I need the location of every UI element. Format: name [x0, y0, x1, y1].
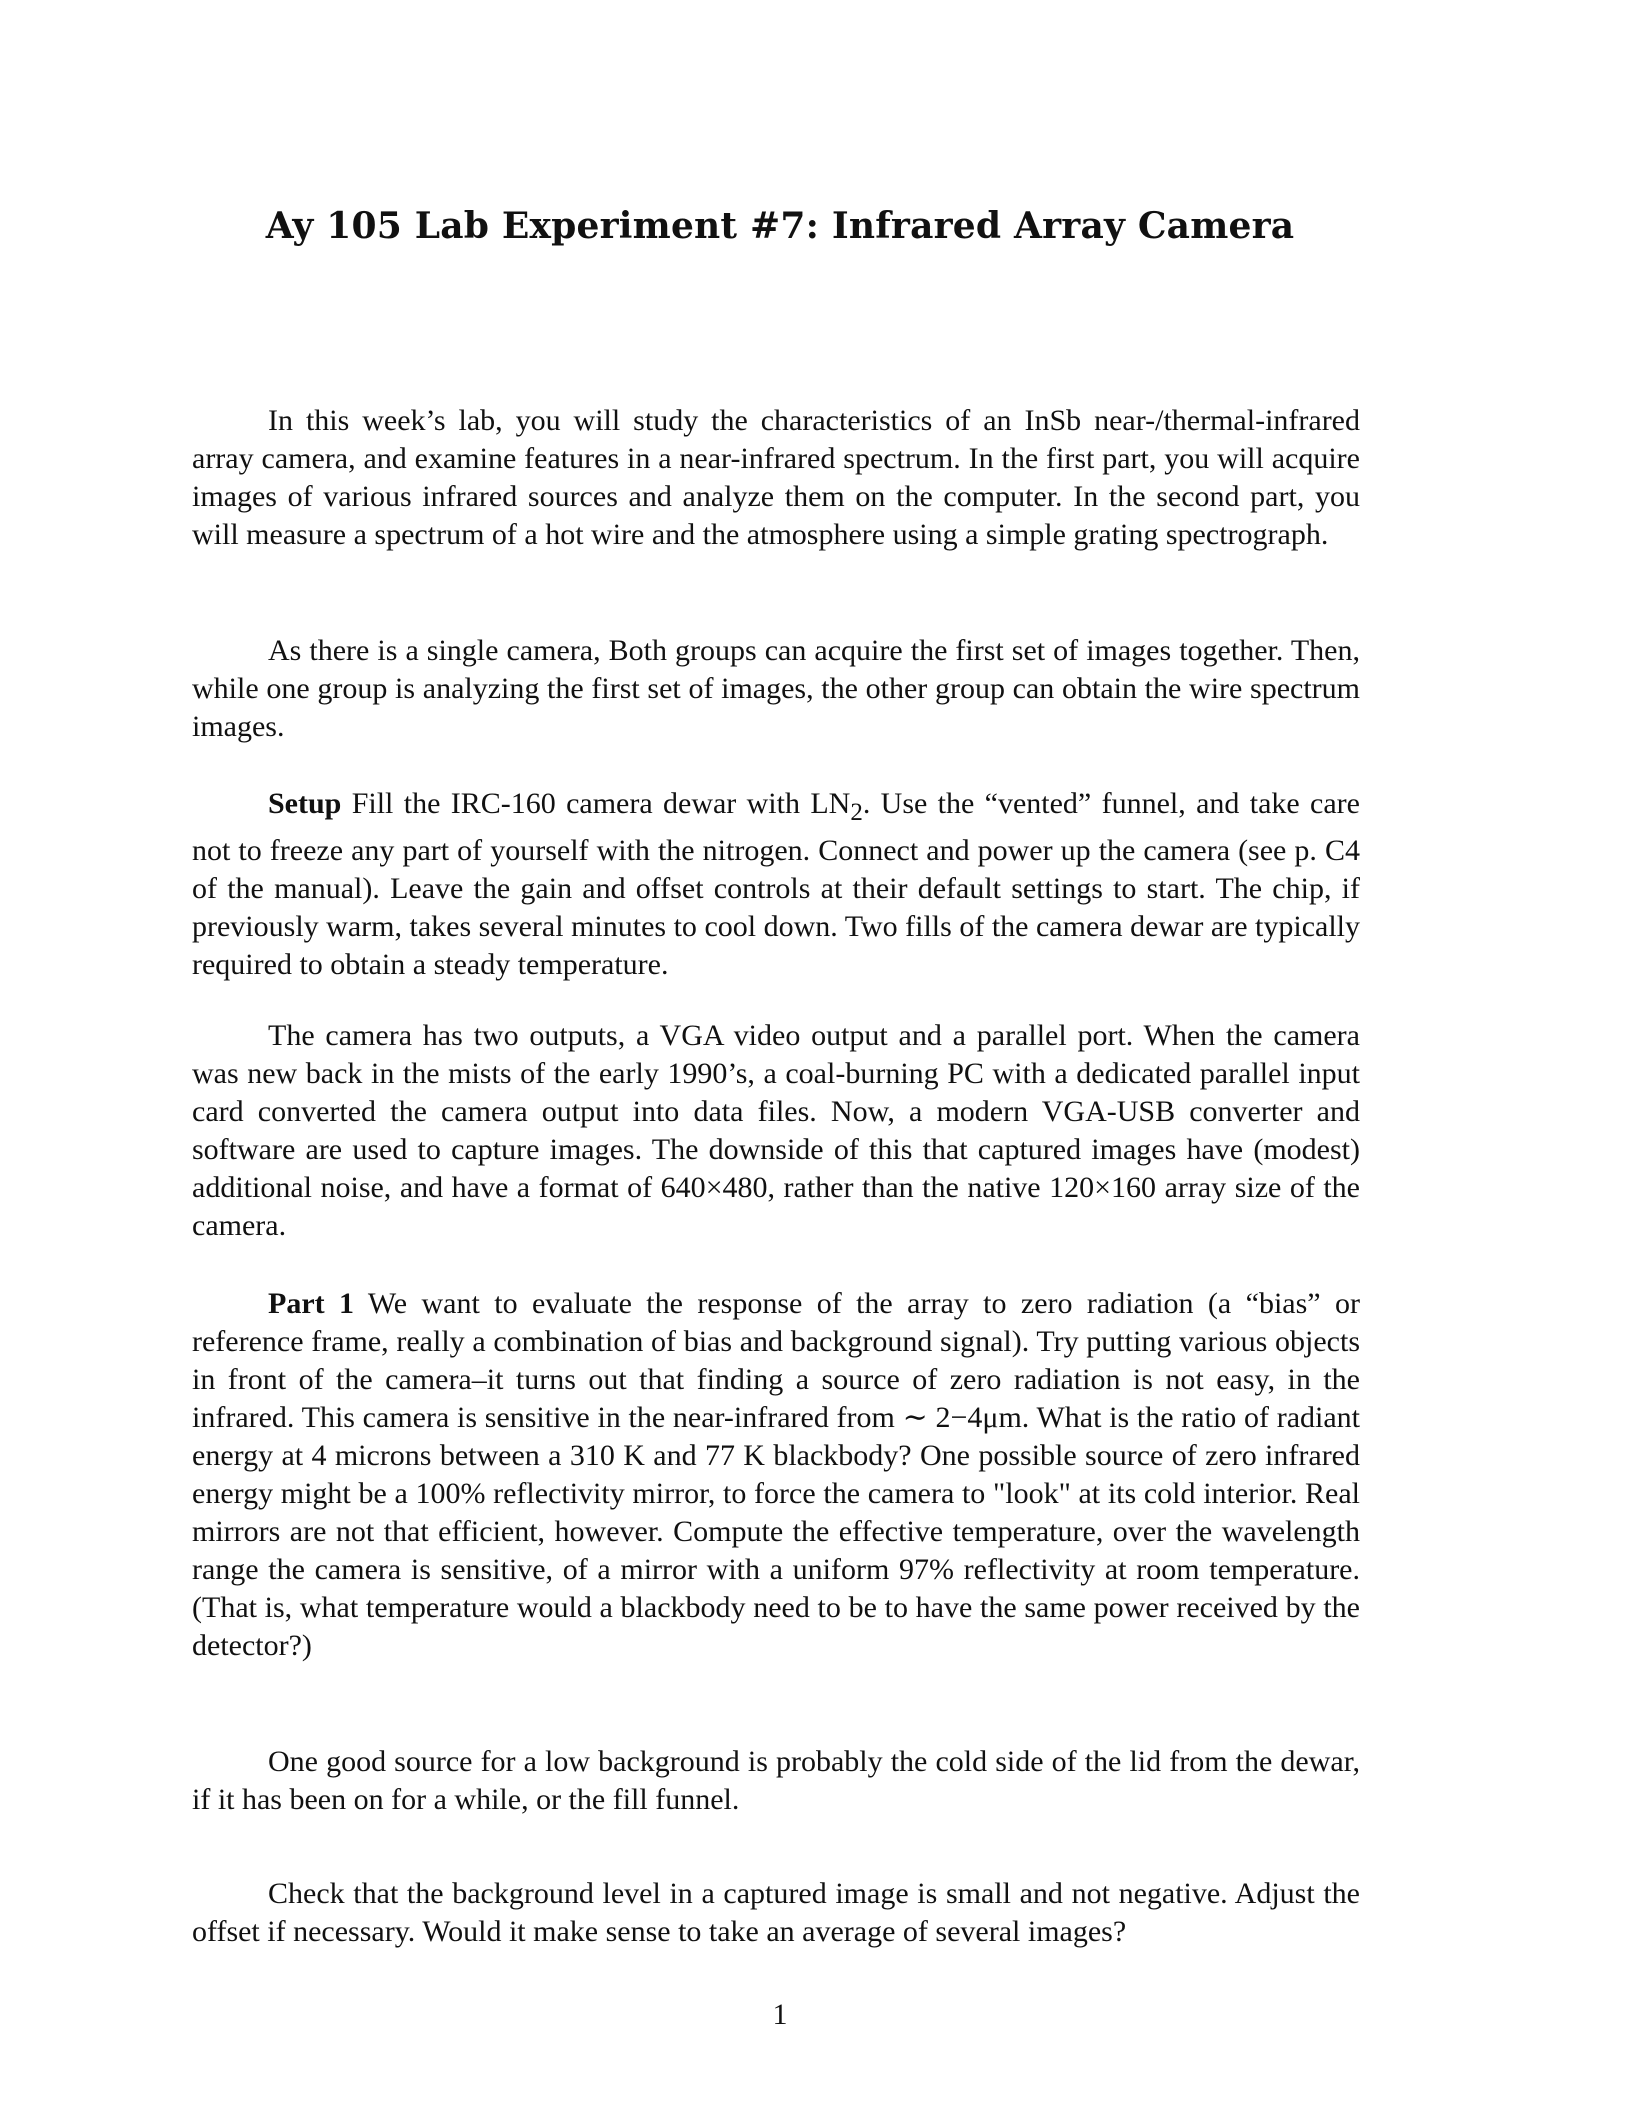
paragraph-low-background: One good source for a low background is probably the cold side of the lid from the dewar, if it has been on for a while, or the fill funnel.: [192, 1745, 1360, 1816]
part1-heading: Part 1: [268, 1287, 355, 1320]
paragraph-groups: As there is a single camera, Both groups can acquire the first set of images together. Then, while one group is analyzing the first set of images, the other group can obtain the wire spectrum images.: [192, 634, 1360, 743]
paragraph-setup: [192, 785, 1360, 984]
setup-text-b: . Use the “vented” funnel, and take care not to freeze any part of yourself with the nitrogen. Connect and power up the camera (see p. C4 of the manual). Leave the gain and offset controls at their default settings to start. The chip, if previously warm, takes several minutes to cool down. Two fills of the camera dewar are typically required to obtain a steady temperature.: [192, 787, 1360, 981]
setup-text-a: Fill the IRC-160 camera dewar with LN: [341, 787, 851, 820]
paragraph-outputs: The camera has two outputs, a VGA video output and a parallel port. When the camera was new back in the mists of the early 1990’s, a coal-burning PC with a dedicated parallel input card converted the camera output into data files. Now, a modern VGA-USB converter and software are used to capture images. The downside of this that captured images have (modest) additional noise, and have a format of 640×480, rather than the native 120×160 array size of the camera.: [192, 1019, 1360, 1242]
part1-text: We want to evaluate the response of the array to zero radiation (a “bias” or reference frame, really a combination of bias and background signal). Try putting various objects in front of the camera–it turns out that finding a source of zero radiation is not easy, in the infrared. This camera is sensitive in the near-infrared from ∼ 2−4μm. What is the ratio of radiant energy at 4 microns between a 310 K and 77 K blackbody? One possible source of zero infrared energy might be a 100% reflectivity mirror, to force the camera to "look" at its cold interior. Real mirrors are not that efficient, however. Compute the effective temperature, over the wavelength range the camera is sensitive, of a mirror with a uniform 97% reflectivity at room temperature. (That is, what temperature would a blackbody need to be to have the same power received by the detector?): [192, 1287, 1360, 1662]
paragraph-check: Check that the background level in a captured image is small and not negative. Adjust the offset if necessary. Would it make sense to take an average of several images?: [192, 1877, 1360, 1948]
setup-heading: Setup: [268, 787, 342, 820]
page-number: 1: [772, 1998, 788, 2031]
paragraph-part1: [192, 1285, 1360, 1665]
setup-subscript: 2: [850, 799, 863, 826]
document-title: Ay 105 Lab Experiment #7: Infrared Array Camera: [265, 205, 1295, 247]
paragraph-intro: In this week’s lab, you will study the characteristics of an InSb near-/thermal-infrared array camera, and examine features in a near-infrared spectrum. In the first part, you will acquire images of various infrared sources and analyze them on the computer. In the second part, you will measure a spectrum of a hot wire and the atmosphere using a simple grating spectrograph.: [192, 404, 1360, 551]
